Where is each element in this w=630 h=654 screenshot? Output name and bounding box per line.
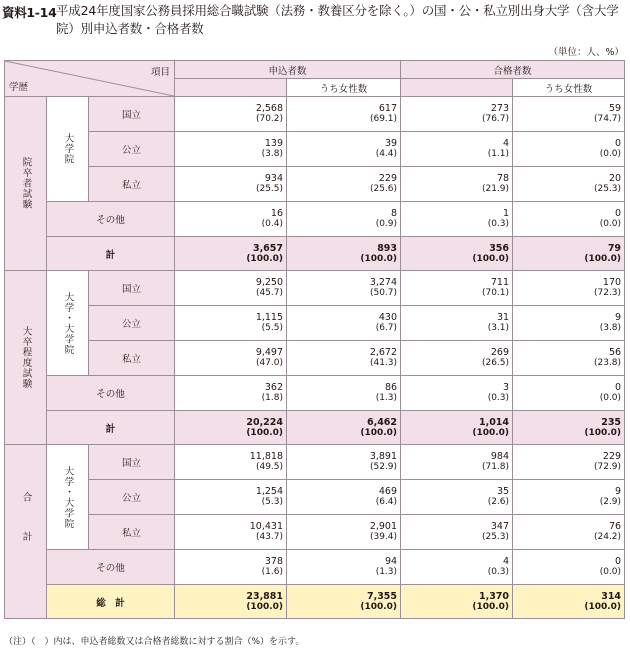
- university-label-cell: [47, 445, 89, 550]
- value-count: 711: [490, 277, 510, 288]
- value-cell: [287, 237, 401, 271]
- header-pass: 合格者数: [401, 61, 625, 79]
- value-cell: [401, 132, 513, 167]
- value-cell: [401, 97, 513, 132]
- table-body: [5, 61, 625, 619]
- value-count: 0: [615, 208, 622, 219]
- value-count: 78: [496, 173, 510, 184]
- value-percent: (0.0): [599, 567, 622, 577]
- value-cell: [401, 480, 513, 515]
- value-percent: (39.4): [369, 532, 398, 542]
- value-cell: [175, 515, 287, 550]
- value-cell: [287, 167, 401, 202]
- table-row: [5, 550, 625, 585]
- value-percent: (0.9): [375, 219, 398, 229]
- value-percent: (69.1): [369, 114, 398, 124]
- value-count: 235: [601, 416, 622, 428]
- unit-label: （単位：人、%）: [548, 47, 624, 58]
- value-count: 269: [490, 347, 510, 358]
- value-count: 7,355: [366, 590, 398, 602]
- value-cell: [513, 237, 625, 271]
- value-count: 9: [615, 486, 622, 497]
- value-cell: [175, 271, 287, 306]
- value-cell: [287, 202, 401, 237]
- value-cell: [175, 202, 287, 237]
- table-row: [5, 306, 625, 341]
- value-cell: [175, 550, 287, 585]
- value-cell: [287, 271, 401, 306]
- value-cell: [287, 480, 401, 515]
- table-row: [5, 167, 625, 202]
- value-percent: (0.0): [599, 149, 622, 159]
- value-count: 0: [615, 556, 622, 567]
- value-percent: (6.4): [375, 497, 398, 507]
- value-count: 1,014: [478, 416, 510, 428]
- value-percent: (100.0): [360, 601, 398, 612]
- value-count: 2,672: [369, 347, 398, 358]
- value-percent: (70.1): [481, 288, 510, 298]
- value-cell: [287, 376, 401, 411]
- value-cell: [287, 585, 401, 619]
- value-count: 10,431: [249, 521, 284, 532]
- value-count: 20,224: [246, 416, 284, 428]
- value-cell: [401, 202, 513, 237]
- row-label: 公立: [89, 480, 175, 515]
- value-count: 56: [608, 347, 622, 358]
- value-cell: [175, 376, 287, 411]
- value-cell: [175, 167, 287, 202]
- value-cell: [513, 97, 625, 132]
- section-label: 大卒程度試験: [20, 326, 32, 389]
- value-percent: (0.4): [261, 219, 284, 229]
- value-cell: [287, 97, 401, 132]
- value-count: 9: [615, 312, 622, 323]
- value-cell: [401, 341, 513, 376]
- value-count: 39: [384, 138, 398, 149]
- row-label: 私立: [89, 167, 175, 202]
- value-cell: [175, 585, 287, 619]
- value-cell: [175, 306, 287, 341]
- value-count: 1,370: [478, 590, 510, 602]
- page-title: 平成24年度国家公務員採用総合職試験（法務・教養区分を除く。）の国・公・私立別出身大学（含大学院）別申込者数・合格者数: [56, 3, 619, 36]
- row-label: その他: [47, 202, 175, 237]
- value-count: 35: [496, 486, 510, 497]
- value-percent: (0.0): [599, 219, 622, 229]
- row-label: 私立: [89, 515, 175, 550]
- university-label-cell: [47, 271, 89, 376]
- table-row: [5, 237, 625, 271]
- header-corner-cell: [5, 61, 175, 97]
- value-count: 79: [607, 242, 622, 254]
- value-percent: (0.3): [487, 393, 510, 403]
- value-percent: (25.3): [481, 532, 510, 542]
- row-label: 国立: [89, 97, 175, 132]
- value-count: 347: [490, 521, 510, 532]
- data-table: [4, 60, 625, 619]
- header-pass-blank: [401, 79, 513, 97]
- value-percent: (100.0): [360, 253, 398, 264]
- value-percent: (49.5): [255, 462, 284, 472]
- value-cell: [287, 550, 401, 585]
- value-percent: (3.1): [487, 323, 510, 333]
- value-count: 2,568: [255, 103, 284, 114]
- value-percent: (5.3): [261, 497, 284, 507]
- value-percent: (100.0): [246, 253, 284, 264]
- value-cell: [513, 271, 625, 306]
- value-percent: (52.9): [369, 462, 398, 472]
- value-cell: [513, 480, 625, 515]
- value-count: 1,254: [255, 486, 284, 497]
- value-count: 16: [270, 208, 284, 219]
- value-percent: (25.5): [255, 184, 284, 194]
- value-percent: (100.0): [584, 427, 622, 438]
- header-apply-female: うち女性数: [287, 79, 401, 97]
- value-percent: (1.8): [261, 393, 284, 403]
- value-cell: [401, 445, 513, 480]
- value-count: 3,274: [369, 277, 398, 288]
- value-count: 2,901: [369, 521, 398, 532]
- header-item-label: 項目: [151, 67, 171, 78]
- university-label-cell: [47, 97, 89, 202]
- value-count: 31: [496, 312, 510, 323]
- value-percent: (0.3): [487, 567, 510, 577]
- value-percent: (3.8): [261, 149, 284, 159]
- value-cell: [401, 167, 513, 202]
- value-count: 9,497: [255, 347, 284, 358]
- value-cell: [287, 445, 401, 480]
- row-label: 国立: [89, 271, 175, 306]
- value-count: 23,881: [246, 590, 284, 602]
- value-percent: (2.6): [487, 497, 510, 507]
- value-percent: (72.9): [593, 462, 622, 472]
- header-apply-blank: [175, 79, 287, 97]
- value-cell: [401, 550, 513, 585]
- value-percent: (4.4): [375, 149, 398, 159]
- value-count: 984: [490, 451, 510, 462]
- value-count: 94: [384, 556, 398, 567]
- value-percent: (1.3): [375, 567, 398, 577]
- university-label: 大学・大学院: [62, 291, 74, 355]
- value-count: 1: [502, 208, 510, 219]
- value-percent: (50.7): [369, 288, 398, 298]
- value-percent: (0.3): [487, 219, 510, 229]
- value-cell: [175, 132, 287, 167]
- value-count: 8: [390, 208, 398, 219]
- value-count: 4: [502, 556, 510, 567]
- value-percent: (1.1): [487, 149, 510, 159]
- value-count: 4: [502, 138, 510, 149]
- value-percent: (100.0): [584, 253, 622, 264]
- value-percent: (25.6): [369, 184, 398, 194]
- table-row: [5, 480, 625, 515]
- value-percent: (74.7): [593, 114, 622, 124]
- table-row: [5, 97, 625, 132]
- value-percent: (43.7): [255, 532, 284, 542]
- value-cell: [513, 202, 625, 237]
- value-count: 3,891: [369, 451, 398, 462]
- value-count: 59: [608, 103, 622, 114]
- value-count: 356: [489, 242, 510, 254]
- table-row: [5, 585, 625, 619]
- section-label: 院卒者試験: [20, 157, 32, 210]
- value-count: 893: [377, 242, 398, 254]
- value-count: 3,657: [252, 242, 284, 254]
- value-percent: (47.0): [255, 358, 284, 368]
- value-cell: [401, 585, 513, 619]
- value-percent: (1.3): [375, 393, 398, 403]
- value-cell: [175, 341, 287, 376]
- value-percent: (100.0): [472, 427, 510, 438]
- value-percent: (25.3): [593, 184, 622, 194]
- section-label-cell: [5, 97, 47, 271]
- value-cell: [513, 306, 625, 341]
- value-count: 11,818: [249, 451, 284, 462]
- header-pass-female: うち女性数: [513, 79, 625, 97]
- section-label: 合計: [20, 492, 32, 571]
- value-count: 20: [608, 173, 622, 184]
- value-count: 229: [602, 451, 622, 462]
- header-reki-label: 学歴: [9, 82, 29, 93]
- value-cell: [287, 132, 401, 167]
- value-percent: (41.3): [369, 358, 398, 368]
- figure-badge: 資料1-14: [2, 5, 57, 20]
- value-count: 617: [378, 103, 398, 114]
- value-percent: (100.0): [472, 601, 510, 612]
- value-cell: [513, 132, 625, 167]
- row-label: 公立: [89, 132, 175, 167]
- row-label: 総 計: [47, 585, 175, 619]
- value-percent: (72.3): [593, 288, 622, 298]
- value-percent: (21.9): [481, 184, 510, 194]
- table-row: [5, 202, 625, 237]
- table-row: [5, 411, 625, 445]
- row-label: その他: [47, 550, 175, 585]
- value-count: 6,462: [366, 416, 398, 428]
- value-count: 378: [264, 556, 284, 567]
- row-label: 国立: [89, 445, 175, 480]
- value-percent: (70.2): [255, 114, 284, 124]
- value-cell: [175, 237, 287, 271]
- value-percent: (2.9): [599, 497, 622, 507]
- row-label: 計: [47, 411, 175, 445]
- value-percent: (45.7): [255, 288, 284, 298]
- value-count: 229: [378, 173, 398, 184]
- value-cell: [287, 306, 401, 341]
- value-count: 314: [601, 590, 622, 602]
- value-cell: [401, 376, 513, 411]
- value-count: 9,250: [255, 277, 284, 288]
- value-cell: [513, 585, 625, 619]
- value-cell: [287, 411, 401, 445]
- row-label: その他: [47, 376, 175, 411]
- value-percent: (5.5): [261, 323, 284, 333]
- value-percent: (71.8): [481, 462, 510, 472]
- value-cell: [513, 445, 625, 480]
- value-percent: (3.8): [599, 323, 622, 333]
- row-label: 公立: [89, 306, 175, 341]
- table-row: [5, 515, 625, 550]
- table-row: [5, 271, 625, 306]
- value-count: 86: [384, 382, 398, 393]
- value-cell: [401, 271, 513, 306]
- value-cell: [513, 550, 625, 585]
- value-count: 469: [378, 486, 398, 497]
- value-cell: [175, 97, 287, 132]
- row-label: 計: [47, 237, 175, 271]
- value-percent: (100.0): [584, 601, 622, 612]
- value-cell: [401, 237, 513, 271]
- table-row: [5, 341, 625, 376]
- value-percent: (100.0): [246, 601, 284, 612]
- section-label-cell: [5, 271, 47, 445]
- value-cell: [175, 411, 287, 445]
- section-label-cell: [5, 445, 47, 619]
- value-cell: [513, 515, 625, 550]
- value-count: 934: [264, 173, 284, 184]
- value-cell: [513, 341, 625, 376]
- value-percent: (76.7): [481, 114, 510, 124]
- value-percent: (100.0): [360, 427, 398, 438]
- value-cell: [175, 445, 287, 480]
- value-percent: (100.0): [246, 427, 284, 438]
- footnote: （注）（ ）内は、申込者総数又は合格者総数に対する割合（%）を示す。: [4, 637, 305, 647]
- value-percent: (24.2): [593, 532, 622, 542]
- value-percent: (6.7): [375, 323, 398, 333]
- value-cell: [401, 515, 513, 550]
- value-percent: (26.5): [481, 358, 510, 368]
- value-percent: (23.8): [593, 358, 622, 368]
- value-count: 0: [615, 138, 622, 149]
- value-count: 362: [264, 382, 284, 393]
- university-label: 大学院: [62, 133, 74, 165]
- value-cell: [287, 515, 401, 550]
- value-cell: [513, 167, 625, 202]
- value-cell: [175, 480, 287, 515]
- value-count: 139: [264, 138, 284, 149]
- diagonal-line: [5, 61, 174, 96]
- row-label: 私立: [89, 341, 175, 376]
- header: [0, 0, 630, 46]
- header-apply: 申込者数: [175, 61, 401, 79]
- value-count: 170: [602, 277, 622, 288]
- value-count: 273: [490, 103, 510, 114]
- value-count: 76: [608, 521, 622, 532]
- value-cell: [513, 411, 625, 445]
- value-percent: (1.6): [261, 567, 284, 577]
- value-count: 1,115: [255, 312, 284, 323]
- university-label: 大学・大学院: [62, 465, 74, 529]
- value-cell: [401, 306, 513, 341]
- value-count: 0: [615, 382, 622, 393]
- value-count: 430: [378, 312, 398, 323]
- table-row: [5, 445, 625, 480]
- value-cell: [287, 341, 401, 376]
- value-cell: [513, 376, 625, 411]
- value-count: 3: [502, 382, 510, 393]
- value-percent: (0.0): [599, 393, 622, 403]
- value-cell: [401, 411, 513, 445]
- value-percent: (100.0): [472, 253, 510, 264]
- table-row: [5, 132, 625, 167]
- table-row: [5, 376, 625, 411]
